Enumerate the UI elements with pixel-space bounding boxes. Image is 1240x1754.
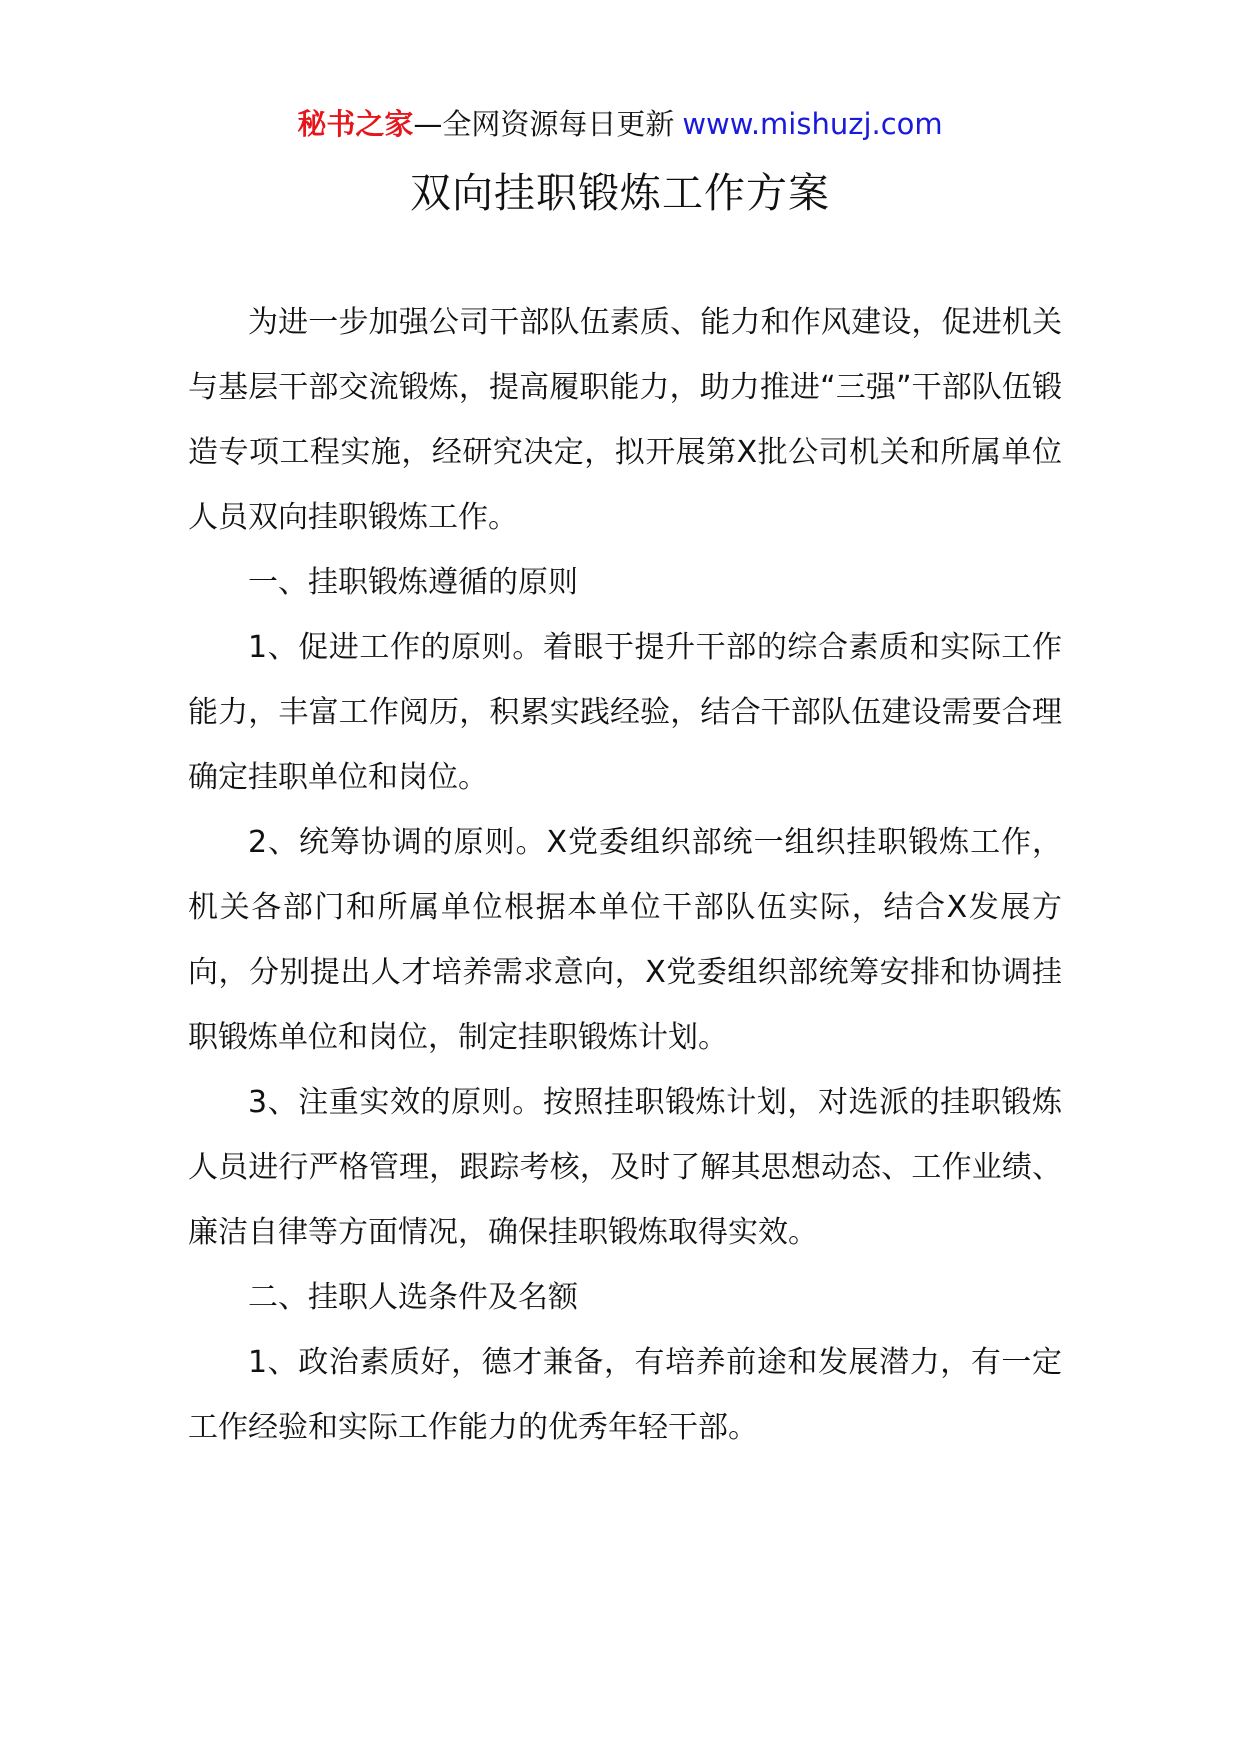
site-slogan: —全网资源每日更新: [413, 107, 675, 141]
site-url-link[interactable]: www.mishuzj.com: [682, 107, 943, 141]
brand-name: 秘书之家: [297, 107, 414, 141]
principle-paragraph-2: 2、统筹协调的原则。X党委组织部统一组织挂职锻炼工作，机关各部门和所属单位根据本单位干部队伍实际，结合X发展方向，分别提出人才培养需求意向，X党委组织部统筹安排和协调挂职锻炼单位和岗位，制定挂职锻炼计划。: [188, 825, 1062, 1055]
document-title: 双向挂职锻炼工作方案: [410, 169, 830, 217]
section-heading-principles: 一、挂职锻炼遵循的原则: [248, 565, 578, 600]
section-heading-conditions: 二、挂职人选条件及名额: [248, 1280, 578, 1315]
condition-paragraph-1: 1、政治素质好，德才兼备，有培养前途和发展潜力，有一定工作经验和实际工作能力的优秀年轻干部。: [188, 1345, 1062, 1445]
document-body: [188, 290, 1062, 1460]
intro-paragraph: 为进一步加强公司干部队伍素质、能力和作风建设，促进机关与基层干部交流锻炼，提高履职能力，助力推进“三强”干部队伍锻造专项工程实施，经研究决定，拟开展第X批公司机关和所属单位人员双向挂职锻炼工作。: [188, 305, 1062, 535]
principle-paragraph-1: 1、促进工作的原则。着眼于提升干部的综合素质和实际工作能力，丰富工作阅历，积累实践经验，结合干部队伍建设需要合理确定挂职单位和岗位。: [188, 630, 1062, 795]
principle-paragraph-3: 3、注重实效的原则。按照挂职锻炼计划，对选派的挂职锻炼人员进行严格管理，跟踪考核，及时了解其思想动态、工作业绩、廉洁自律等方面情况，确保挂职锻炼取得实效。: [188, 1085, 1062, 1250]
site-header: [0, 100, 1240, 148]
